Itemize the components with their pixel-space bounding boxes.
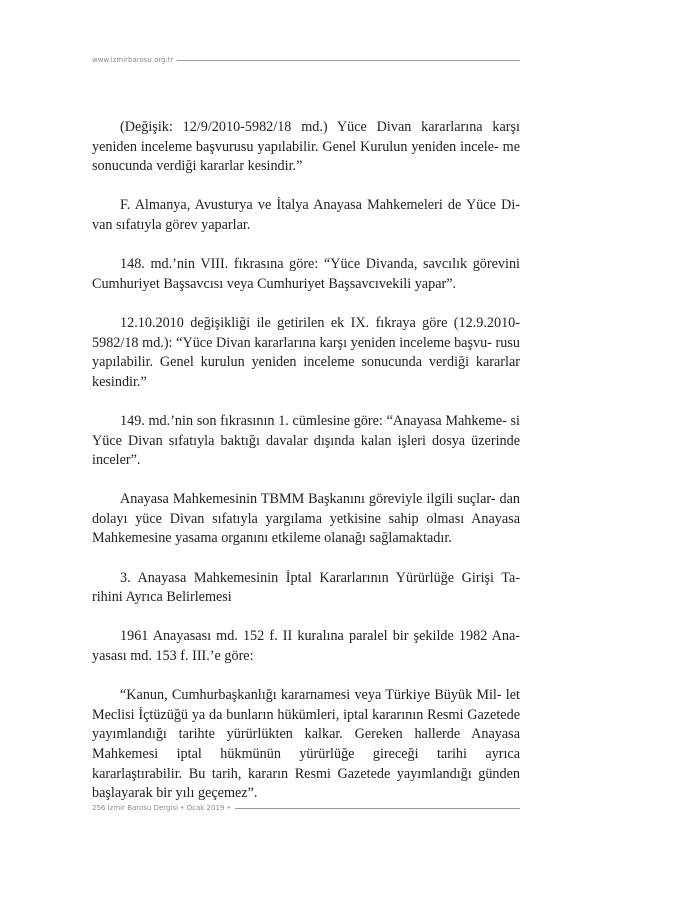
paragraph: 149. md.’nin son fıkrasının 1. cümlesine göre: “Anayasa Mahkeme- si Yüce Divan sıfatıyla baktığı davalar dışında kalan işleri dosya üzerinde inceler”. <box>92 412 520 469</box>
paragraph: 12.10.2010 değişikliği ile getirilen ek IX. fıkraya göre (12.9.2010- 5982/18 md.): “Yüce Divan kararlarına karşı yeniden inceleme başvu- rusu yapılabilir. Genel kurulun yeniden inceleme sonucunda verdiği kararlar kesindir.” <box>92 314 520 390</box>
header-url: www.izmirbarosu.org.tr <box>92 56 174 64</box>
paragraph: Anayasa Mahkemesinin TBMM Başkanını göreviyle ilgili suçlar- dan dolayı yüce Divan sıfatıyla yargılama yetkisine sahip olması Anayasa Mahkemesine yasama organını etkileme olanağı sağlamaktadır. <box>92 491 520 547</box>
page-body <box>92 118 520 823</box>
section-heading: 3. Anayasa Mahkemesinin İptal Kararlarının Yürürlüğe Girişi Ta- rihini Ayrıca Belirlemesi <box>92 569 520 606</box>
paragraph: 148. md.’nin VIII. fıkrasına göre: “Yüce Divanda, savcılık görevini Cumhuriyet Başsavcısı veya Cumhuriyet Başsavcıvekili yapar”. <box>92 256 520 292</box>
page-header <box>92 53 520 67</box>
quoted-paragraph: “Kanun, Cumhurbaşkanlığı kararnamesi veya Türkiye Büyük Mil- let Meclisi İçtüzüğü ya da bunların hükümleri, iptal kararının Resmi Gazetede yayımlandığı tarihte yürürlükten kalkar. Gereken hallerde Anayasa Mahkemesi iptal hükmünün yürürlüğe gireceği tarihi ayrıca kararlaştırabilir. Bu tarih, kararın Resmi Gazetede yayımlandığı günden başlayarak bir yılı geçemez”. <box>92 687 520 802</box>
footer-text: 256 İzmir Barosu Dergisi • Ocak 2019 • <box>92 804 231 812</box>
header-rule <box>177 60 520 61</box>
paragraph: (Değişik: 12/9/2010-5982/18 md.) Yüce Divan kararlarına karşı yeniden inceleme başvurusu yapılabilir. Genel Kurulun yeniden incele- me sonucunda verdiği kararlar kesindir.” <box>92 119 520 175</box>
page-footer <box>92 802 520 814</box>
paragraph: F. Almanya, Avusturya ve İtalya Anayasa Mahkemeleri de Yüce Di- van sıfatıyla görev yaparlar. <box>92 197 520 233</box>
paragraph: 1961 Anayasası md. 152 f. II kuralına paralel bir şekilde 1982 Ana- yasası md. 153 f. III.’e göre: <box>92 628 520 665</box>
footer-rule <box>235 808 520 809</box>
